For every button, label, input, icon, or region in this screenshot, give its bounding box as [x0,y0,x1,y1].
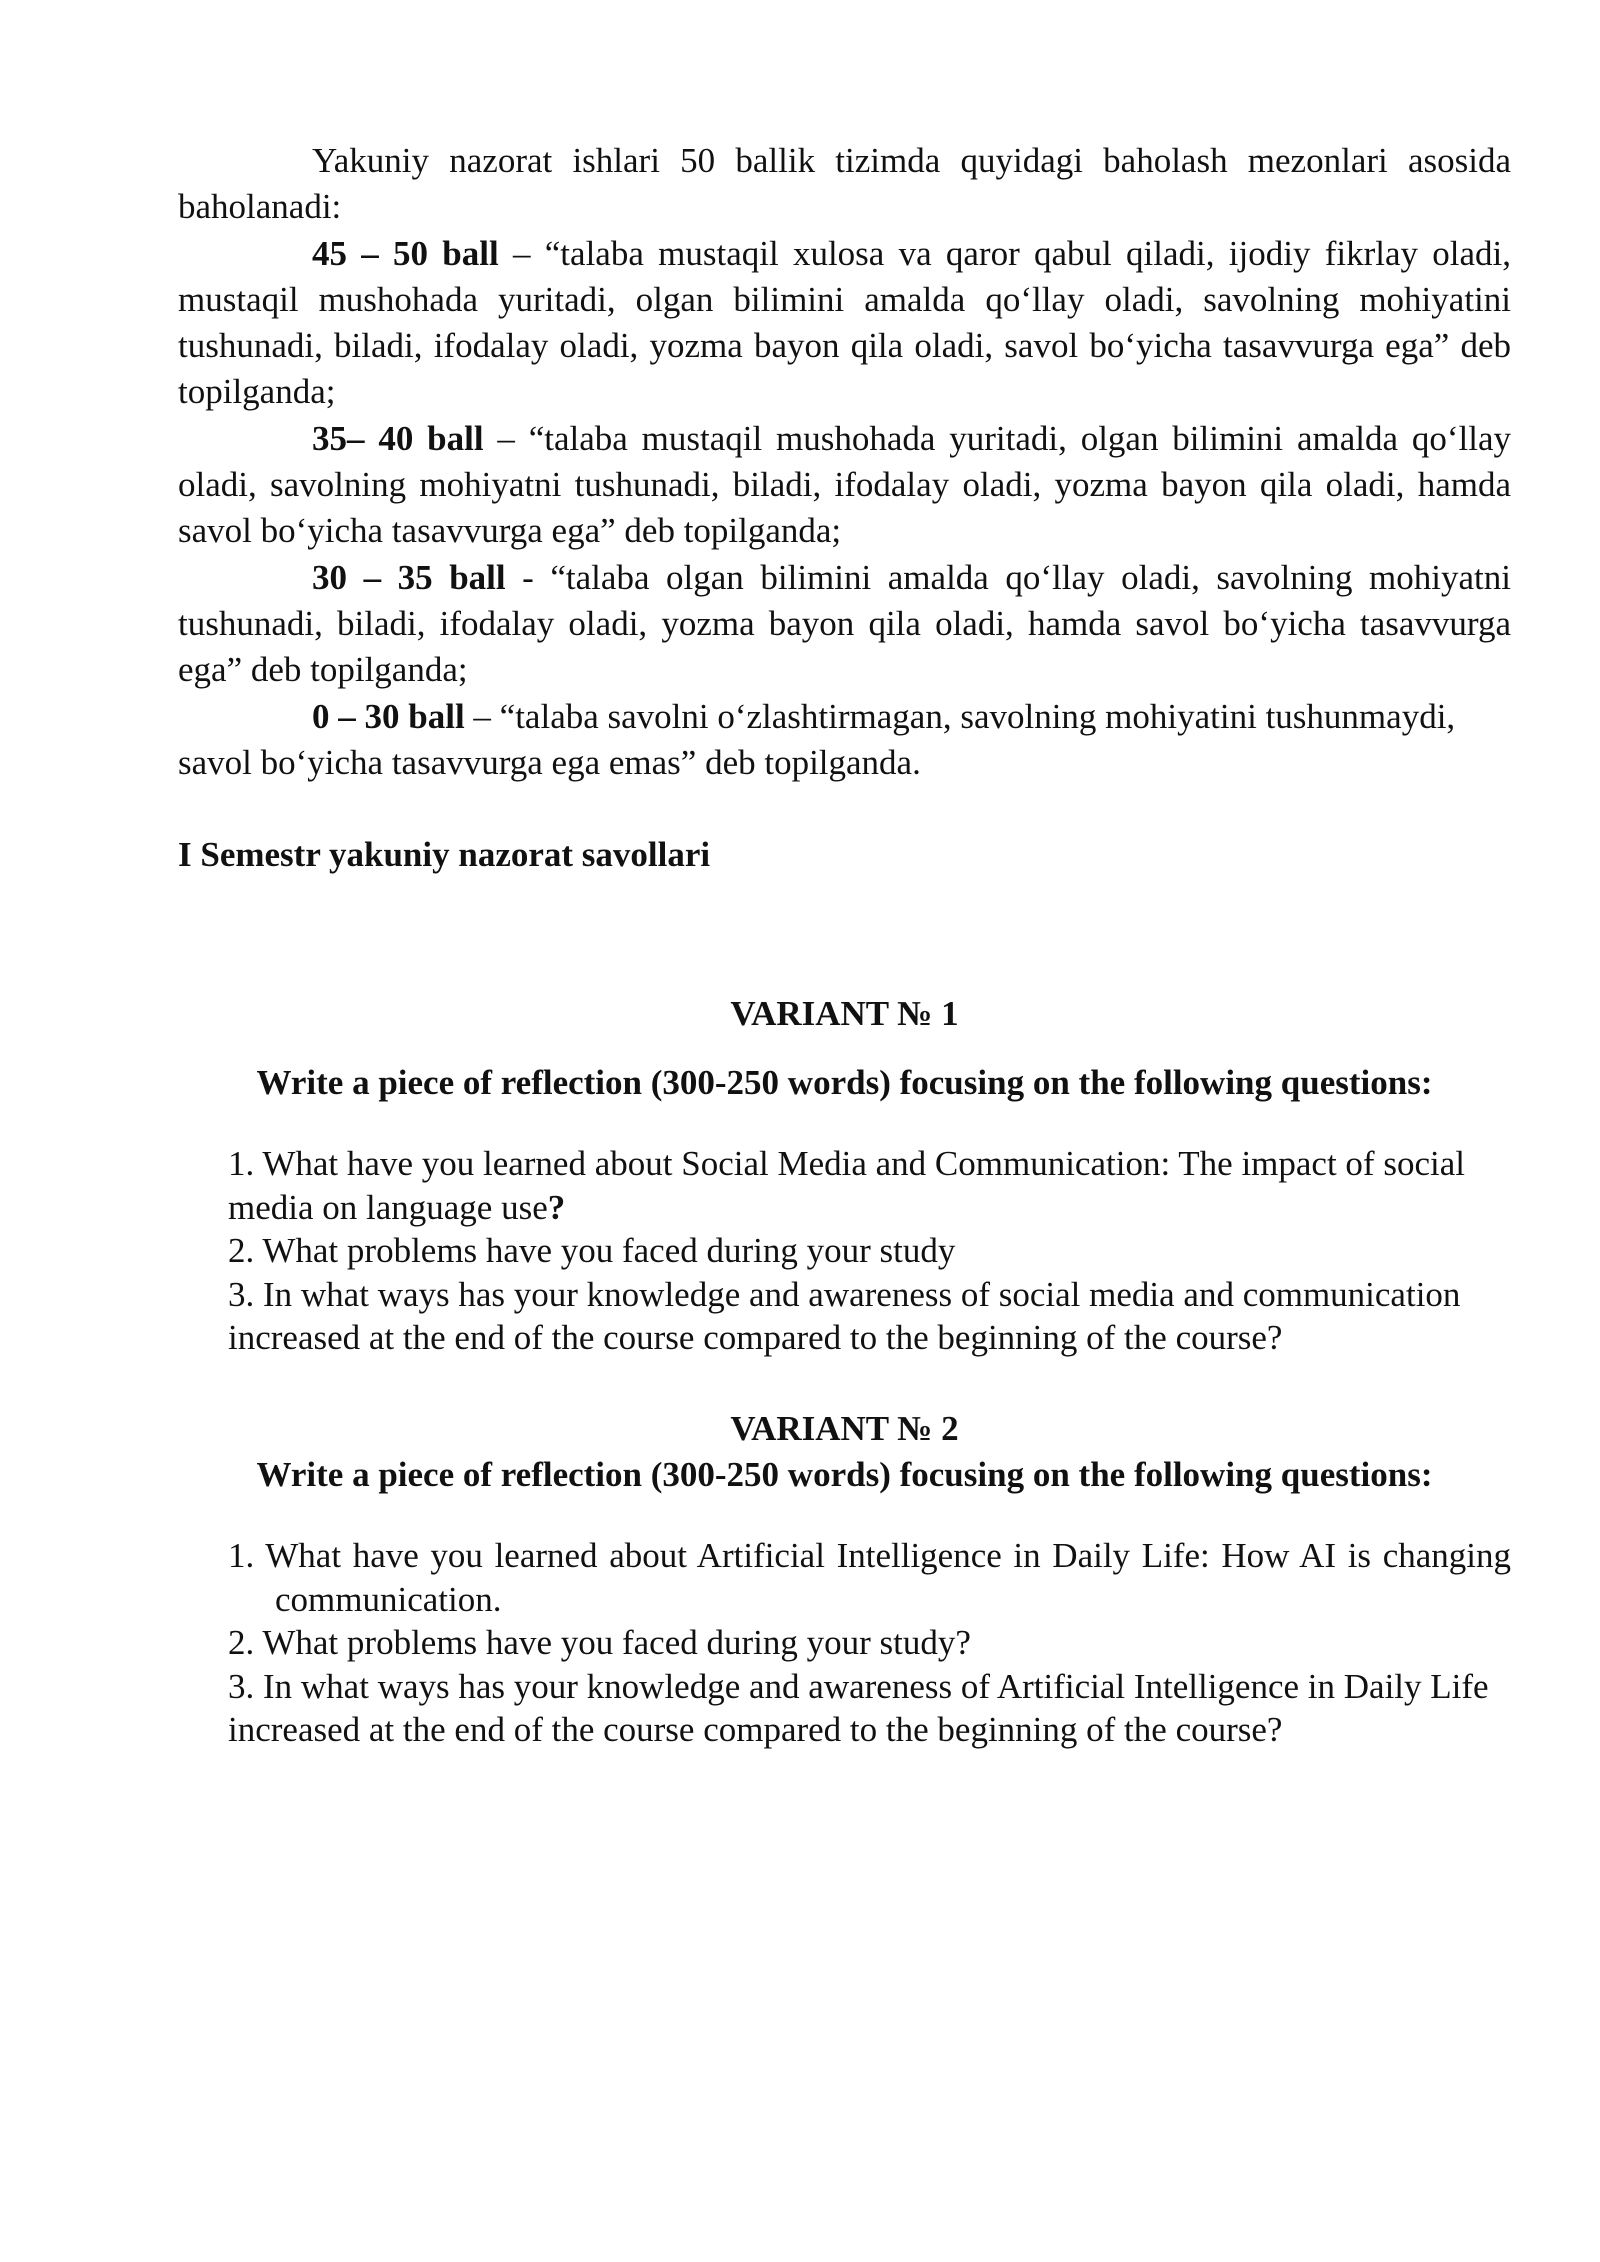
question-text: 2. What problems have you faced during your study? [228,1623,971,1663]
criterion-description: – “talaba mustaqil mushohada yuritadi, olgan bilimini amalda qo‘llay oladi, savolning mohiyatni tushunadi, biladi, ifodalay oladi, yozma bayon qila oladi, hamda savol bo‘yicha tasavvurga ega” deb topilganda; [178,418,1511,551]
variant-2-question-3 [228,1665,1511,1752]
variant-2-question-2 [228,1621,1511,1665]
variant-1-question-list [178,1142,1511,1360]
variant-1-question-1 [228,1142,1511,1229]
criterion-0-30 [178,694,1511,787]
document-body [178,138,1511,1752]
question-text: 1. What have you learned about Artificial Intelligence in Daily Life: How AI is changing communication. [228,1536,1511,1619]
criterion-description: – “talaba savolni o‘zlashtirmagan, savolning mohiyatini tushunmaydi, savol bo‘yicha tasavvurga ega emas” deb topilganda. [178,696,1456,782]
criterion-description: - “talaba olgan bilimini amalda qo‘llay oladi, savolning mohiyatni tushunadi, biladi, ifodalay oladi, yozma bayon qila oladi, hamda savol bo‘yicha tasavvurga ega” deb topilganda; [178,557,1511,690]
intro-paragraph [178,138,1511,231]
criterion-35-40 [178,416,1511,555]
criterion-range: 0 – 30 ball [312,696,465,736]
section-title: I Semestr yakuniy nazorat savollari [178,835,711,875]
criterion-range: 45 – 50 ball [312,233,499,273]
criterion-description: – “talaba mustaqil xulosa va qaror qabul qiladi, ijodiy fikrlay oladi, mustaqil mushohada yuritadi, olgan bilimini amalda qo‘llay oladi, savolning mohiyatini tushunadi, biladi, ifodalay oladi, yozma bayon qila oladi, savol bo‘yicha tasavvurga ega” deb topilganda; [178,233,1512,412]
criterion-30-35 [178,555,1511,694]
variant-1-instruction: Write a piece of reflection (300-250 words) focusing on the following questions: [256,1062,1433,1102]
variant-1-title: VARIANT № 1 [730,994,959,1034]
criterion-range: 35– 40 ball [312,418,484,458]
criterion-45-50 [178,231,1511,416]
variant-1-question-2 [228,1229,1511,1273]
criterion-range: 30 – 35 ball [312,557,506,597]
variant-2-question-list [178,1534,1511,1752]
variant-2-title: VARIANT № 2 [730,1408,959,1448]
question-mark: ? [547,1187,566,1227]
question-text: 3. In what ways has your knowledge and awareness of Artificial Intelligence in Daily Life increased at the end of the course compared to the beginning of the course? [228,1666,1489,1750]
question-text: 2. What problems have you faced during your study [228,1231,956,1271]
question-text: 3. In what ways has your knowledge and awareness of social media and communication increased at the end of the course compared to the beginning of the course? [228,1274,1461,1358]
question-text: 1. What have you learned about Social Media and Communication: The impact of social media on language use [228,1144,1465,1227]
variant-2-question-1 [228,1534,1511,1621]
variant-1-question-3 [228,1273,1511,1360]
intro-text: Yakuniy nazorat ishlari 50 ballik tizimda quyidagi baholash mezonlari asosida baholanadi: [178,141,1511,227]
variant-2-instruction: Write a piece of reflection (300-250 words) focusing on the following questions: [256,1454,1433,1494]
